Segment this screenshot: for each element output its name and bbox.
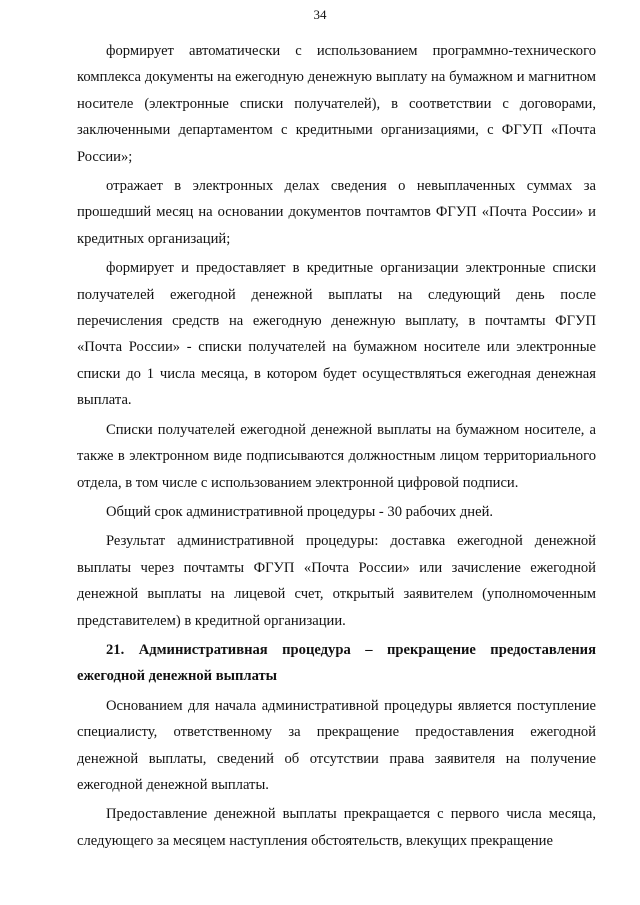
paragraph-total-term: Общий срок административной процедуры - 30 рабочих дней. bbox=[106, 503, 494, 520]
paragraph-auto-forming: формирует автоматически с использованием программно-технического комплекса документы на ежегодную денежную выплату на бумажном и магнитном носителе (электронные списки получателей), в соответствии с договорами, заключенными департаментом с кредитными организациями, с ФГУП «Почта России»; bbox=[77, 43, 596, 165]
document-body bbox=[77, 38, 596, 854]
paragraph-unpaid-sums: отражает в электронных делах сведения о невыплаченных суммах за прошедший месяц на основании документов почтамтов ФГУП «Почта России» и кредитных организаций; bbox=[77, 178, 596, 247]
paragraph-termination-date: Предоставление денежной выплаты прекращается с первого числа месяца, следующего за месяцем наступления обстоятельств, влекущих прекращение bbox=[77, 806, 596, 849]
paragraph-recipient-lists: формирует и предоставляет в кредитные организации электронные списки получателей ежегодной денежной выплаты на следующий день после перечисления средств на ежегодную денежную выплату, в почтамты ФГУП «Почта России» - списки получателей на бумажном носителе или электронные списки до 1 числа месяца, в котором будет осуществляться ежегодная денежная выплата. bbox=[77, 260, 596, 409]
paragraph-grounds: Основанием для начала административной процедуры является поступление специалисту, ответственному за прекращение предоставления ежегодной денежной выплаты, сведений об отсутствии права заявителя на получение ежегодной денежной выплаты. bbox=[77, 697, 596, 793]
paragraph-procedure-result: Результат административной процедуры: доставка ежегодной денежной выплаты через почтамты ФГУП «Почта России» или зачисление ежегодной денежной выплаты на лицевой счет, открытый заявителем (уполномоченным представителем) в кредитной организации. bbox=[77, 533, 596, 629]
paragraph-lists-signing: Списки получателей ежегодной денежной выплаты на бумажном носителе, а также в электронном виде подписываются должностным лицом территориального отдела, в том числе с использованием электронной цифровой подписи. bbox=[77, 421, 596, 491]
page-number: 34 bbox=[313, 7, 327, 22]
section-heading-21: 21. Административная процедура – прекращение предоставления ежегодной денежной выплаты bbox=[77, 641, 596, 685]
